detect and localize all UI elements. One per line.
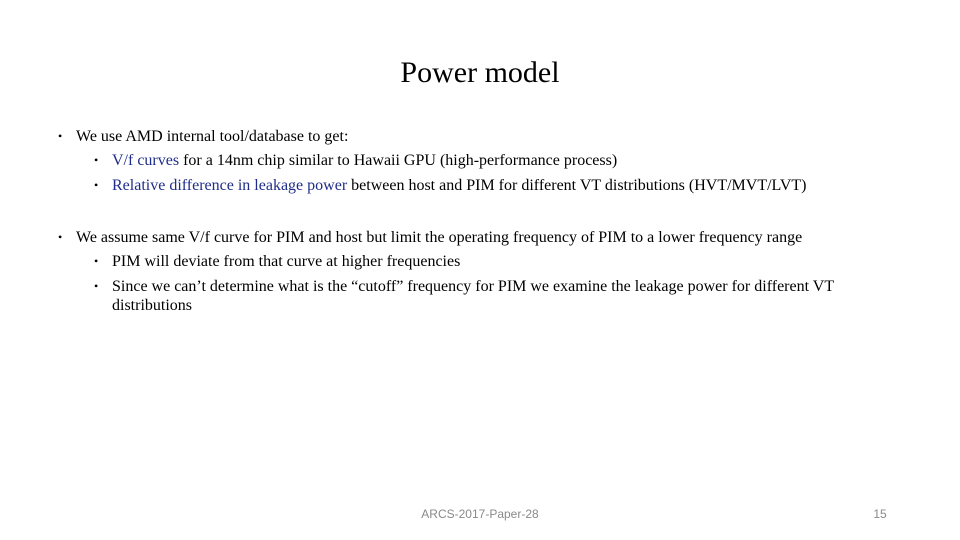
highlighted-term: Relative difference in leakage power bbox=[112, 177, 348, 194]
bullet-icon: • bbox=[94, 279, 99, 293]
bullet-item bbox=[58, 228, 838, 315]
sub-bullet-text: Since we can’t determine what is the “cutoff” frequency for PIM we examine the leakage power for different VT distributions bbox=[112, 278, 834, 314]
bullet-item bbox=[58, 127, 838, 195]
sub-bullet-item bbox=[94, 252, 838, 271]
sub-bullet-text: PIM will deviate from that curve at higher frequencies bbox=[112, 253, 461, 270]
bullet-text: We assume same V/f curve for PIM and host but limit the operating frequency of PIM to a lower frequency range bbox=[76, 229, 803, 246]
sub-bullet-item bbox=[94, 277, 838, 315]
bullet-icon: • bbox=[94, 178, 99, 192]
sub-bullet-text: for a 14nm chip similar to Hawaii GPU (high-performance process) bbox=[179, 152, 618, 169]
bullet-icon: • bbox=[94, 153, 99, 167]
slide-title: Power model bbox=[400, 56, 560, 89]
slide-footer: ARCS-2017-Paper-28 bbox=[421, 507, 539, 521]
highlighted-term: V/f curves bbox=[112, 152, 180, 169]
sub-bullet-text: between host and PIM for different VT distributions (HVT/MVT/LVT) bbox=[347, 177, 807, 194]
sub-bullet-list bbox=[76, 252, 838, 315]
slide-number: 15 bbox=[873, 507, 887, 521]
bullet-icon: • bbox=[58, 129, 63, 143]
sub-bullet-item bbox=[94, 151, 838, 170]
bullet-icon: • bbox=[94, 254, 99, 268]
bullet-icon: • bbox=[58, 230, 63, 244]
sub-bullet-list bbox=[76, 151, 838, 195]
slide-body bbox=[58, 127, 838, 321]
bullet-text: We use AMD internal tool/database to get: bbox=[76, 128, 349, 145]
sub-bullet-item bbox=[94, 176, 838, 195]
